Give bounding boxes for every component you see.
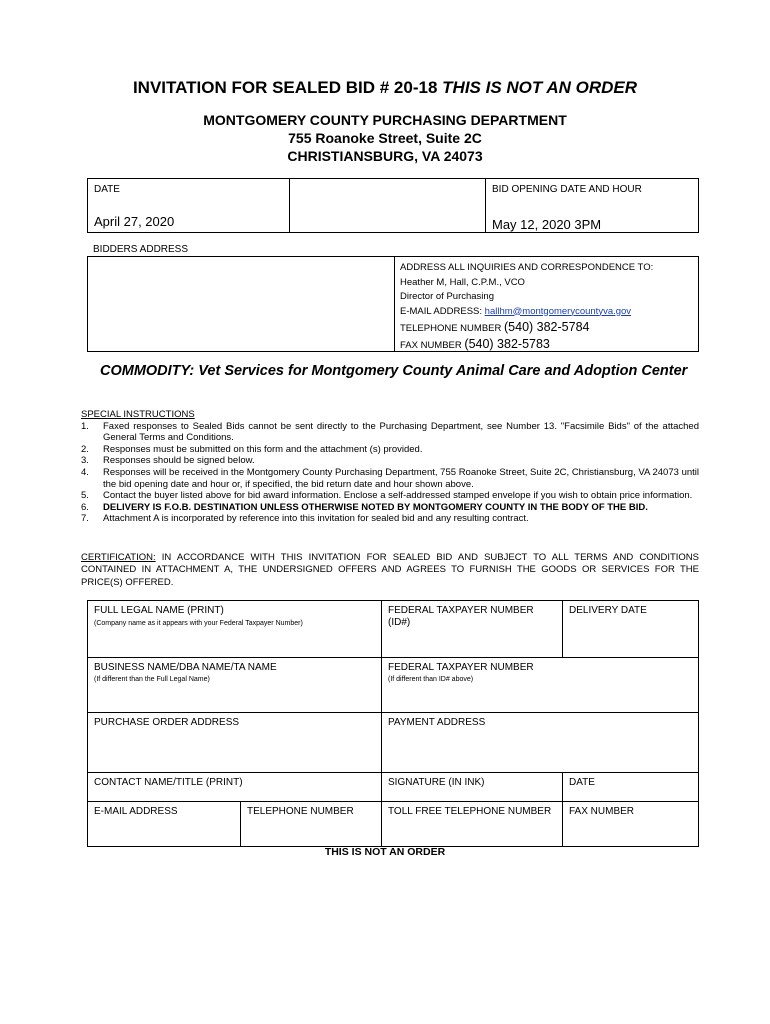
date-label: DATE — [94, 184, 120, 195]
special-instructions-heading: SPECIAL INSTRUCTIONS — [81, 409, 195, 420]
date-value: April 27, 2020 — [94, 214, 175, 229]
phone-label: TELEPHONE NUMBER — [400, 323, 502, 334]
bid-opening-value: May 12, 2020 3PM — [492, 217, 602, 232]
toll-free-field[interactable] — [382, 802, 562, 846]
signature-date-field[interactable] — [563, 773, 699, 801]
business-name-note: (If different than the Full Legal Name) — [94, 676, 210, 683]
federal-taxpayer-2-note: (If different than ID# above) — [388, 676, 474, 683]
federal-taxpayer-field[interactable] — [382, 601, 562, 657]
list-item: 6. DELIVERY IS F.O.B. DESTINATION UNLESS OTHERWISE NOTED BY MONTGOMERY COUNTY IN THE BODY OF THE BID. — [81, 501, 648, 513]
page-title — [0, 78, 770, 98]
certification-label: CERTIFICATION: — [81, 552, 156, 563]
list-item: 2. Responses must be submitted on this form and the attachment (s) provided. — [81, 443, 423, 455]
federal-taxpayer-2-field[interactable] — [382, 658, 698, 712]
email-field[interactable] — [88, 802, 240, 846]
business-name-field[interactable] — [88, 658, 381, 712]
list-item: 1. Faxed responses to Sealed Bids cannot be sent directly to the Purchasing Department, see Number 13. "Facsimile Bids" of the attached General Terms and Conditions. — [81, 420, 699, 444]
bidders-address-box[interactable] — [87, 256, 699, 352]
special-instructions — [81, 409, 699, 525]
department-street: 755 Roanoke Street, Suite 2C — [288, 130, 482, 146]
bid-opening-label: BID OPENING DATE AND HOUR — [492, 184, 642, 195]
list-item: 5. Contact the buyer listed above for bid award information. Enclose a self-addressed stamped envelope if you wish to obtain price information. — [81, 490, 693, 502]
bidders-address-label: BIDDERS ADDRESS — [93, 244, 189, 255]
federal-taxpayer-2-label: FEDERAL TAXPAYER NUMBER — [388, 662, 534, 673]
list-item: 7. Attachment A is incorporated by reference into this invitation for sealed bid and any resulting contract. — [81, 513, 529, 525]
certification — [81, 552, 699, 589]
title-main: INVITATION FOR SEALED BID # 20-18 — [132, 78, 438, 97]
delivery-date-field[interactable] — [563, 601, 699, 657]
footer-not-an-order: THIS IS NOT AN ORDER — [324, 846, 446, 858]
full-legal-name-label: FULL LEGAL NAME (PRINT) — [94, 605, 224, 616]
toll-free-field-label: TOLL FREE TELEPHONE NUMBER — [388, 806, 552, 817]
purchase-order-address-label: PURCHASE ORDER ADDRESS — [94, 717, 240, 728]
commodity-heading: COMMODITY: Vet Services for Montgomery County Animal Care and Adoption Center — [100, 363, 688, 379]
business-name-label: BUSINESS NAME/DBA NAME/TA NAME — [94, 662, 277, 673]
payment-address-field[interactable] — [382, 713, 698, 772]
email-label: E-MAIL ADDRESS: — [400, 305, 483, 317]
full-legal-name-note: (Company name as it appears with your Federal Taxpayer Number) — [94, 620, 303, 627]
fax-value: (540) 382-5783 — [464, 336, 550, 351]
signature-field[interactable] — [382, 773, 562, 801]
date-box — [87, 178, 699, 233]
email-field-label: E-MAIL ADDRESS — [94, 806, 178, 817]
fax-field[interactable] — [563, 802, 699, 846]
list-item: 4. Responses will be received in the Montgomery County Purchasing Department, 755 Roanoke Street, Suite 2C, Christiansburg, VA 24073 until the bid opening date and hour or, if specified, the bid return date and hour shown above. — [81, 466, 699, 490]
delivery-date-label: DELIVERY DATE — [569, 605, 647, 616]
list-item: 3. Responses should be signed below. — [81, 455, 255, 467]
phone-value: (540) 382-5784 — [504, 320, 590, 334]
signature-date-label: DATE — [569, 777, 595, 788]
full-legal-name-field[interactable] — [88, 601, 381, 657]
fax-field-label: FAX NUMBER — [569, 806, 635, 817]
certification-text: IN ACCORDANCE WITH THIS INVITATION FOR SEALED BID AND SUBJECT TO ALL TERMS AND CONDITIONS CONTAINED IN ATTACHMENT A, THE UNDERSIGNED OFFERS AND AGREES TO FURNISH THE GOODS OR SERVICES FOR THE PRICE(S) OFFERED. — [81, 552, 699, 588]
department-city: CHRISTIANSBURG, VA 24073 — [287, 148, 483, 164]
telephone-field[interactable] — [241, 802, 381, 846]
contact-name-label: CONTACT NAME/TITLE (PRINT) — [94, 777, 243, 788]
contact-heading: ADDRESS ALL INQUIRIES AND CORRESPONDENCE TO: — [400, 262, 654, 273]
contact-email-link[interactable]: hallhm@montgomerycountyva.gov — [484, 305, 632, 317]
telephone-field-label: TELEPHONE NUMBER — [247, 806, 354, 817]
bidder-form — [87, 600, 699, 847]
federal-taxpayer-label: FEDERAL TAXPAYER NUMBER (ID#) — [388, 605, 534, 628]
department-name: MONTGOMERY COUNTY PURCHASING DEPARTMENT — [203, 112, 567, 128]
title-italic: THIS IS NOT AN ORDER — [442, 78, 638, 97]
payment-address-label: PAYMENT ADDRESS — [388, 717, 486, 728]
contact-title: Director of Purchasing — [400, 291, 494, 302]
instructions-list — [81, 421, 699, 525]
contact-name: Heather M, Hall, C.P.M., VCO — [400, 276, 525, 288]
purchase-order-address-field[interactable] — [88, 713, 381, 772]
contact-block — [400, 261, 653, 353]
contact-name-field[interactable] — [88, 773, 381, 801]
signature-label: SIGNATURE (IN INK) — [388, 777, 485, 788]
fax-label: FAX NUMBER — [400, 339, 462, 351]
